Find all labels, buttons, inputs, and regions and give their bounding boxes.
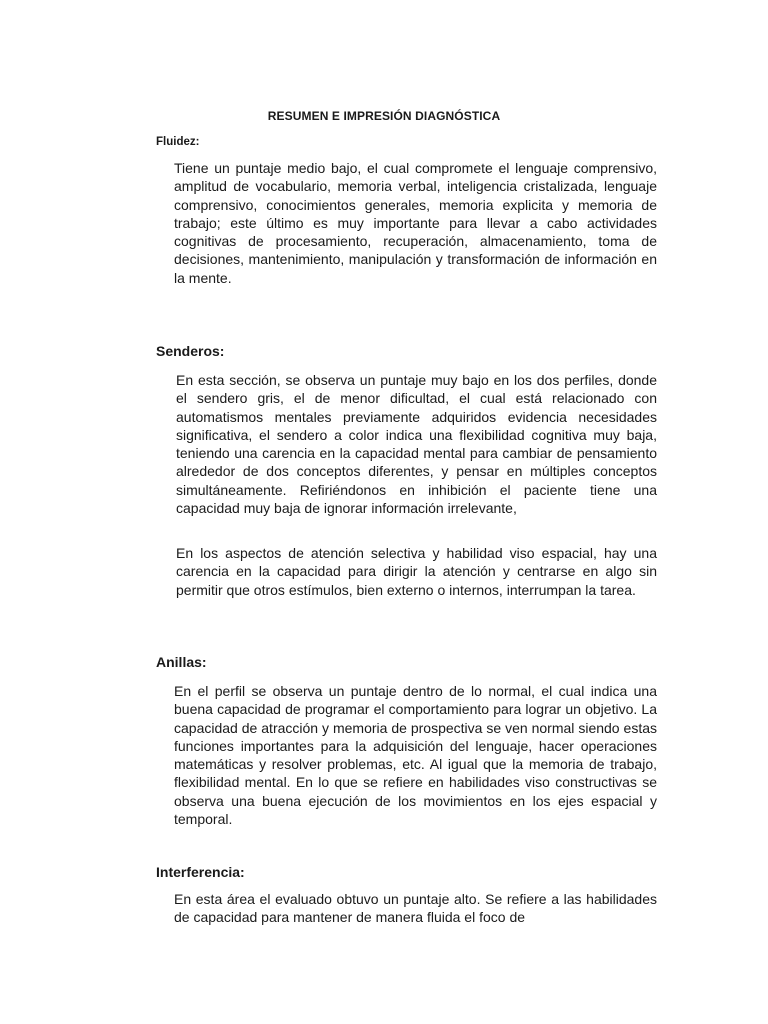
senderos-paragraph-2: En los aspectos de atención selectiva y habilidad viso espacial, hay una carencia en la capacidad para dirigir la atención y centrarse en algo sin permitir que otros estímulos, bien externo o internos, interrumpan la tarea. xyxy=(176,545,657,598)
anillas-paragraph: En el perfil se observa un puntaje dentro de lo normal, el cual indica una buena capacidad de programar el comportamiento para lograr un objetivo. La capacidad de atracción y memoria de prospectiva se ven normal siendo estas funciones importantes para la adquisición del lenguaje, hacer operaciones matemáticas y resolver problemas, etc. Al igual que la memoria de trabajo, flexibilidad mental. En lo que se refiere en habilidades viso constructivas se observa una buena ejecución de los movimientos en los ejes espacial y temporal. xyxy=(174,683,657,828)
interferencia-heading: Interferencia: xyxy=(156,864,245,880)
senderos-paragraph-1: En esta sección, se observa un puntaje muy bajo en los dos perfiles, donde el sendero gris, el de menor dificultad, el cual está relacionado con automatismos mentales previamente adquiridos evidencia necesidades significativa, el sendero a color indica una flexibilidad cognitiva muy baja, teniendo una carencia en la capacidad mental para cambiar de pensamiento alrededor de dos conceptos diferentes, y pensar en múltiples conceptos simultáneamente. Refiriéndonos en inhibición el paciente tiene una capacidad muy baja de ignorar información irrelevante, xyxy=(176,372,657,517)
document-title: RESUMEN E IMPRESIÓN DIAGNÓSTICA xyxy=(267,109,501,123)
fluidez-heading: Fluidez: xyxy=(156,136,200,148)
anillas-heading: Anillas: xyxy=(156,654,207,670)
interferencia-clip xyxy=(0,890,768,931)
interferencia-paragraph: En esta área el evaluado obtuvo un puntaje alto. Se refiere a las habilidades de capacidad para mantener de manera fluida el foco de xyxy=(174,891,657,926)
senderos-heading: Senderos: xyxy=(156,343,225,359)
fluidez-paragraph: Tiene un puntaje medio bajo, el cual compromete el lenguaje comprensivo, amplitud de vocabulario, memoria verbal, inteligencia cristalizada, lenguaje comprensivo, conocimientos generales, memoria explicita y memoria de trabajo; este último es muy importante para llevar a cabo actividades cognitivas de procesamiento, recuperación, almacenamiento, toma de decisiones, mantenimiento, manipulación y transformación de información en la mente. xyxy=(174,160,657,286)
